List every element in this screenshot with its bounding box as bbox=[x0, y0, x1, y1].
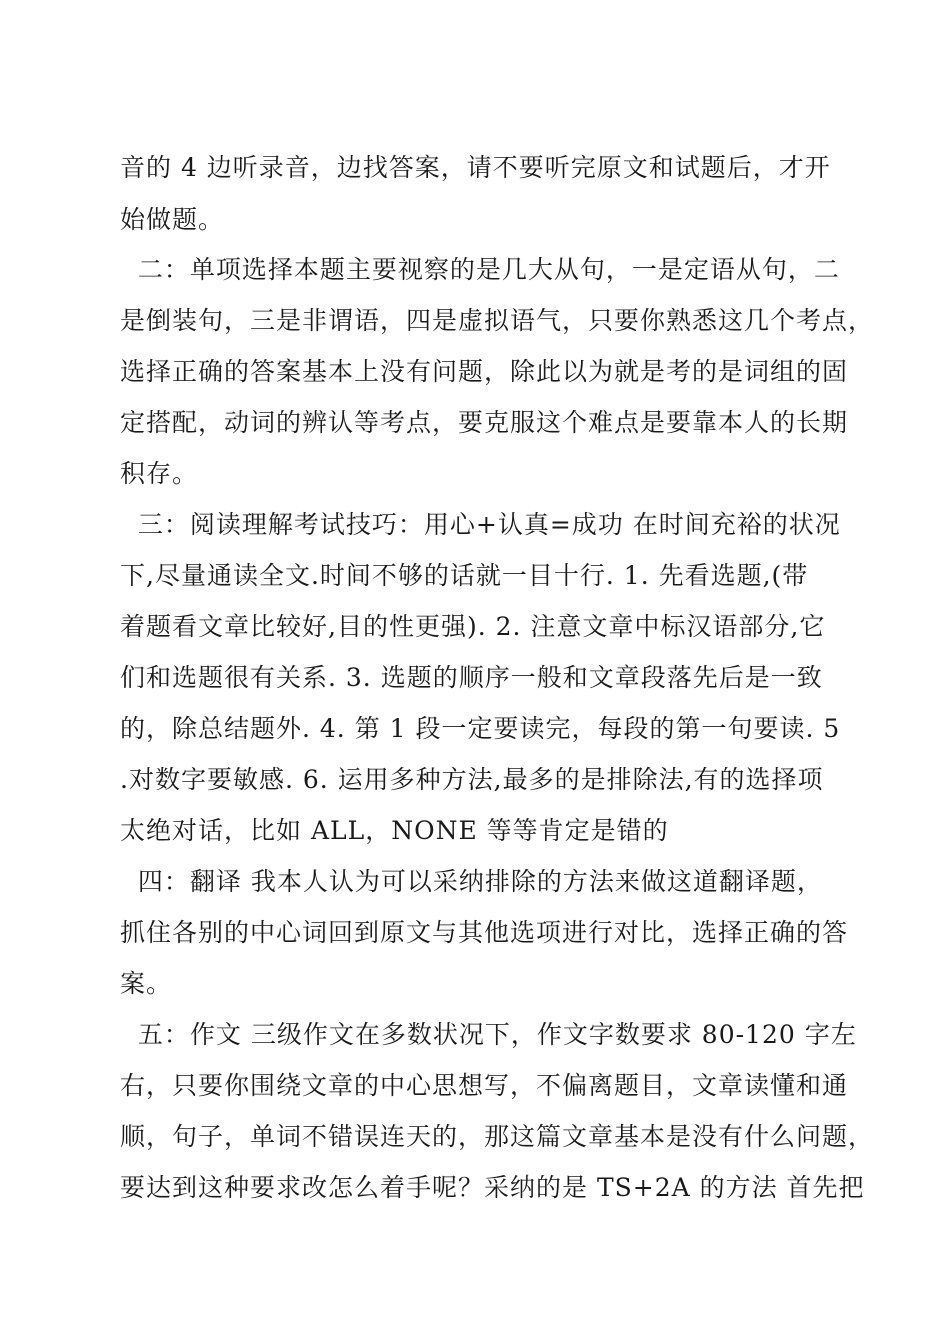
text-line: 们和选题很有关系. 3. 选题的顺序一般和文章段落先后是一致 bbox=[120, 663, 823, 692]
text-line: 顺，句子，单词不错误连天的，那这篇文章基本是没有什么问题， bbox=[120, 1122, 875, 1151]
text-line: .对数字要敏感. 6. 运用多种方法,最多的是排除法,有的选择项 bbox=[120, 765, 824, 794]
text-line: 的，除总结题外. 4. 第 1 段一定要读完，每段的第一句要读. 5 bbox=[120, 714, 841, 743]
text-line: 二：单项选择本题主要视察的是几大从句，一是定语从句，二 bbox=[120, 255, 840, 284]
text-line: 始做题。 bbox=[120, 205, 225, 234]
text-line: 音的 4 边听录音，边找答案，请不要听完原文和试题后，才开 bbox=[120, 153, 831, 182]
text-line: 四：翻译 我本人认为可以采纳排除的方法来做这道翻译题， bbox=[120, 867, 823, 896]
text-line: 选择正确的答案基本上没有问题，除此以为就是考的是词组的固 bbox=[120, 357, 849, 386]
text-line: 着题看文章比较好,目的性更强). 2. 注意文章中标汉语部分,它 bbox=[120, 612, 826, 641]
text-line: 太绝对话，比如 ALL，NONE 等等肯定是错的 bbox=[120, 816, 669, 845]
text-line: 积存。 bbox=[120, 459, 199, 488]
text-line: 右，只要你围绕文章的中心思想写，不偏离题目，文章读懂和通 bbox=[120, 1071, 849, 1100]
text-line: 案。 bbox=[120, 969, 173, 998]
text-line: 要达到这种要求改怎么着手呢？采纳的是 TS+2A 的方法 首先把 bbox=[120, 1173, 865, 1202]
text-line: 三：阅读理解考试技巧：用心+认真=成功 在时间充裕的状况 bbox=[120, 510, 841, 539]
text-line: 是倒装句，三是非谓语，四是虚拟语气，只要你熟悉这几个考点， bbox=[120, 306, 875, 335]
text-line: 抓住各别的中心词回到原文与其他选项进行对比，选择正确的答 bbox=[120, 918, 849, 947]
text-line: 五：作文 三级作文在多数状况下，作文字数要求 80-120 字左 bbox=[120, 1020, 857, 1049]
text-line: 下,尽量通读全文.时间不够的话就一目十行. 1. 先看选题,(带 bbox=[120, 561, 809, 590]
text-line: 定搭配，动词的辨认等考点，要克服这个难点是要靠本人的长期 bbox=[120, 408, 849, 437]
